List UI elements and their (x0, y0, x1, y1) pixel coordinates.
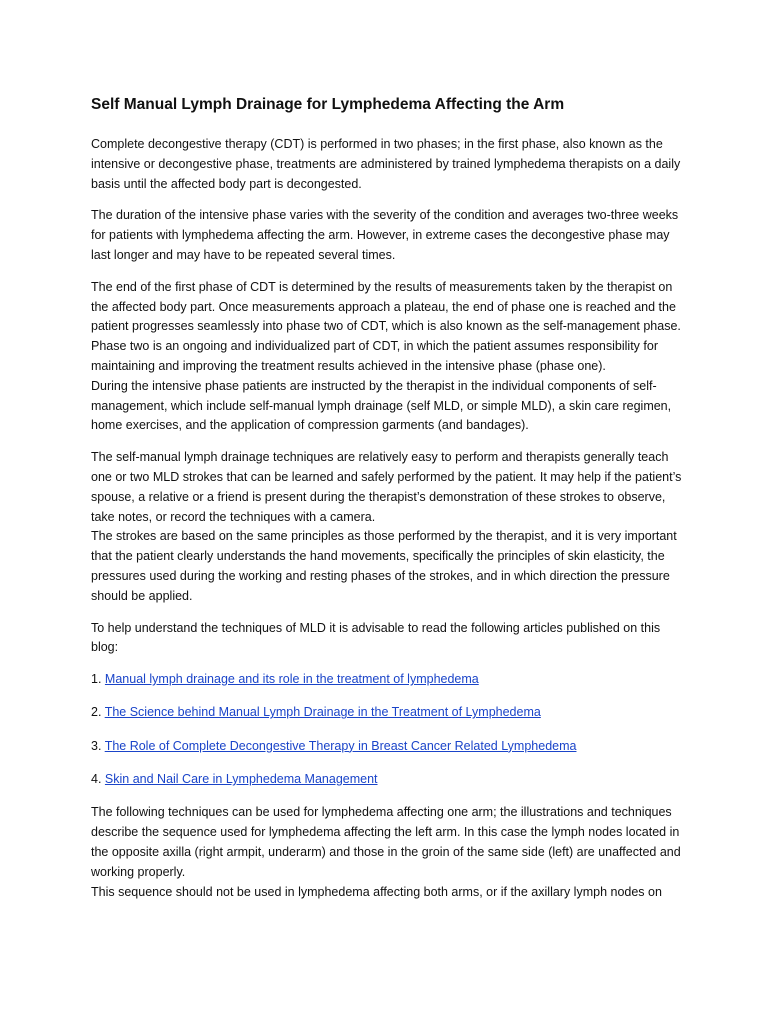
article-link-mld-role[interactable]: Manual lymph drainage and its role in the treatment of lymphedema (104, 672, 479, 687)
paragraph-sequence-warning: This sequence should not be used in lymphedema affecting both arms, or if the axillary lymph nodes on (91, 884, 662, 899)
article-link-skin-nail-care[interactable]: Skin and Nail Care in Lymphedema Management (104, 772, 378, 787)
article-number: 4. (91, 772, 102, 787)
article-link-mld-science[interactable]: The Science behind Manual Lymph Drainage in the Treatment of Lymphedema (104, 705, 541, 720)
paragraph-reading-intro: To help understand the techniques of MLD it is advisable to read the following articles published on this blog: (91, 620, 661, 655)
paragraph-intensive-duration: The duration of the intensive phase varies with the severity of the condition and averages two-three weeks for patients with lymphedema affecting the arm. However, in extreme cases the decongestive phase may last longer and may have to be repeated several times. (91, 208, 679, 262)
article-link-cdt-breast-cancer[interactable]: The Role of Complete Decongestive Therapy in Breast Cancer Related Lymphedema (104, 738, 577, 753)
paragraph-self-management: During the intensive phase patients are instructed by the therapist in the individual components of self-management, which include self-manual lymph drainage (self MLD, or simple MLD), a skin care regimen, home exercises, and the application of compression garments (and bandages). (91, 378, 672, 433)
article-number: 2. (91, 705, 102, 720)
paragraph-phase-end: The end of the first phase of CDT is determined by the results of measurements taken by the therapist on the affected body part. Once measurements approach a plateau, the end of phase one is reached and the patient progresses seamlessly into phase two of CDT, which is also known as the self-management phase. (91, 279, 681, 334)
paragraph-self-mld-techniques: The self-manual lymph drainage techniques are relatively easy to perform and therapists generally teach one or two MLD strokes that can be learned and safely performed by the patient. It may help if the patient’s spouse, a relative or a friend is present during the therapist’s demonstration of these strokes to observe, take notes, or record the techniques with a camera. (91, 450, 682, 524)
article-list-item (91, 737, 683, 757)
article-list-item (91, 770, 683, 790)
article-number: 1. (91, 672, 102, 687)
article-list-item (91, 670, 683, 690)
paragraph-stroke-principles: The strokes are based on the same principles as those performed by the therapist, and it is very important that the patient clearly understands the hand movements, specifically the principles of skin elasticity, the pressures used during the working and resting phases of the strokes, and in which direction the pressure should be applied. (91, 529, 677, 603)
paragraph-one-arm-techniques: The following techniques can be used for lymphedema affecting one arm; the illustrations and techniques describe the sequence used for lymphedema affecting the left arm. In this case the lymph nodes located in the opposite axilla (right armpit, underarm) and those in the groin of the same side (left) are unaffected and working properly. (91, 805, 681, 879)
paragraph-cdt-intro: Complete decongestive therapy (CDT) is performed in two phases; in the first phase, also known as the intensive or decongestive phase, treatments are administered by trained lymphedema therapists on a daily basis until the affected body part is decongested. (91, 137, 681, 191)
document-page (91, 95, 683, 902)
article-number: 3. (91, 738, 102, 753)
article-list-item (91, 703, 683, 723)
document-title: Self Manual Lymph Drainage for Lymphedema Affecting the Arm (91, 96, 565, 113)
paragraph-phase-two: Phase two is an ongoing and individualized part of CDT, in which the patient assumes responsibility for maintaining and improving the treatment results achieved in the intensive phase (phase one). (91, 339, 658, 373)
